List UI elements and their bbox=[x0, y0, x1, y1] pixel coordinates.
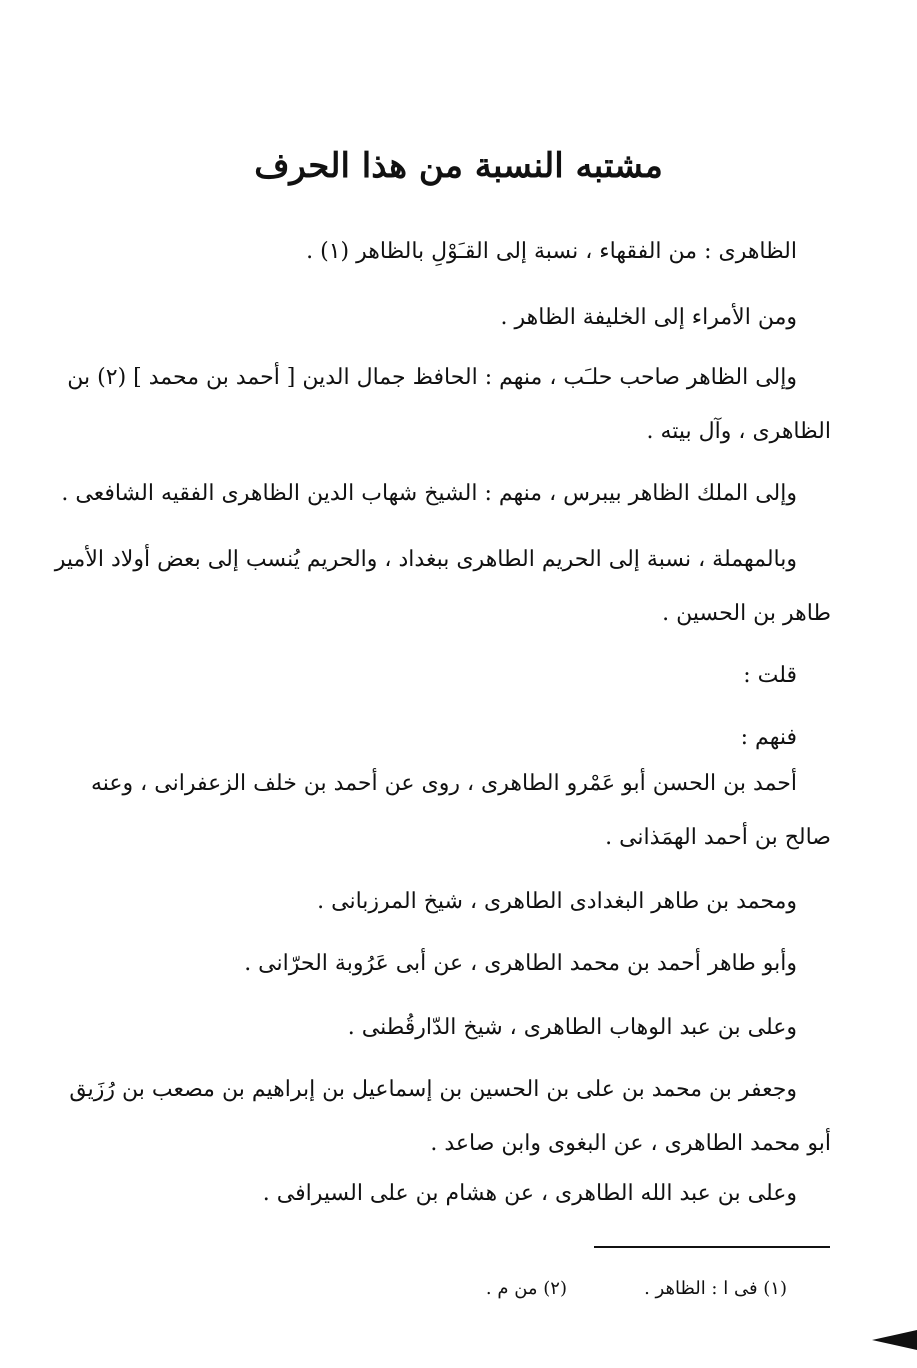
text-line-15: وجعفر بن محمد بن على بن الحسين بن إسماعيل بن إبراهيم بن مصعب بن رُزَيق bbox=[69, 1077, 797, 1102]
text-line-12: ومحمد بن طاهر البغدادى الطاهرى ، شيخ المرزبانى . bbox=[317, 889, 797, 914]
footnote-separator bbox=[594, 1246, 830, 1248]
footnote-2: (٢) من م . bbox=[485, 1278, 567, 1299]
text-line-9: فنهم : bbox=[740, 725, 797, 750]
text-line-10: أحمد بن الحسن أبو عَمْرو الطاهرى ، روى عن أحمد بن خلف الزعفرانى ، وعنه bbox=[90, 771, 797, 796]
page-corner-mark bbox=[872, 1330, 917, 1350]
page-title: مشتبه النسبة من هذا الحرف bbox=[254, 146, 663, 186]
text-line-2: ومن الأمراء إلى الخليفة الظاهر . bbox=[500, 305, 797, 330]
text-line-14: وعلى بن عبد الوهاب الطاهرى ، شيخ الدّارقُطنى . bbox=[347, 1015, 797, 1040]
text-line-11: صالح بن أحمد الهمَذانى . bbox=[605, 825, 831, 850]
text-line-5: وإلى الملك الظاهر بيبرس ، منهم : الشيخ شهاب الدين الظاهرى الفقيه الشافعى . bbox=[61, 481, 797, 506]
text-line-17: وعلى بن عبد الله الطاهرى ، عن هشام بن على السيرافى . bbox=[262, 1181, 797, 1206]
footnote-1: (١) فى ا : الظاهر . bbox=[644, 1278, 787, 1299]
text-line-13: وأبو طاهر أحمد بن محمد الطاهرى ، عن أبى عَرُوبة الحرّانى . bbox=[244, 951, 797, 976]
text-line-8: قلت : bbox=[743, 663, 797, 688]
text-line-4: الظاهرى ، وآل بيته . bbox=[646, 419, 831, 444]
text-line-16: أبو محمد الطاهرى ، عن البغوى وابن صاعد . bbox=[430, 1131, 831, 1156]
text-line-1: الظاهرى : من الفقهاء ، نسبة إلى القـَوْلِ بالظاهر (١) . bbox=[306, 239, 797, 264]
text-line-3: وإلى الظاهر صاحب حلـَب ، منهم : الحافظ جمال الدين [ أحمد بن محمد ] (٢) بن bbox=[67, 365, 797, 390]
text-line-7: طاهر بن الحسين . bbox=[662, 601, 831, 626]
text-line-6: وبالمهملة ، نسبة إلى الحريم الطاهرى ببغداد ، والحريم يُنسب إلى بعض أولاد الأمير bbox=[54, 547, 797, 572]
